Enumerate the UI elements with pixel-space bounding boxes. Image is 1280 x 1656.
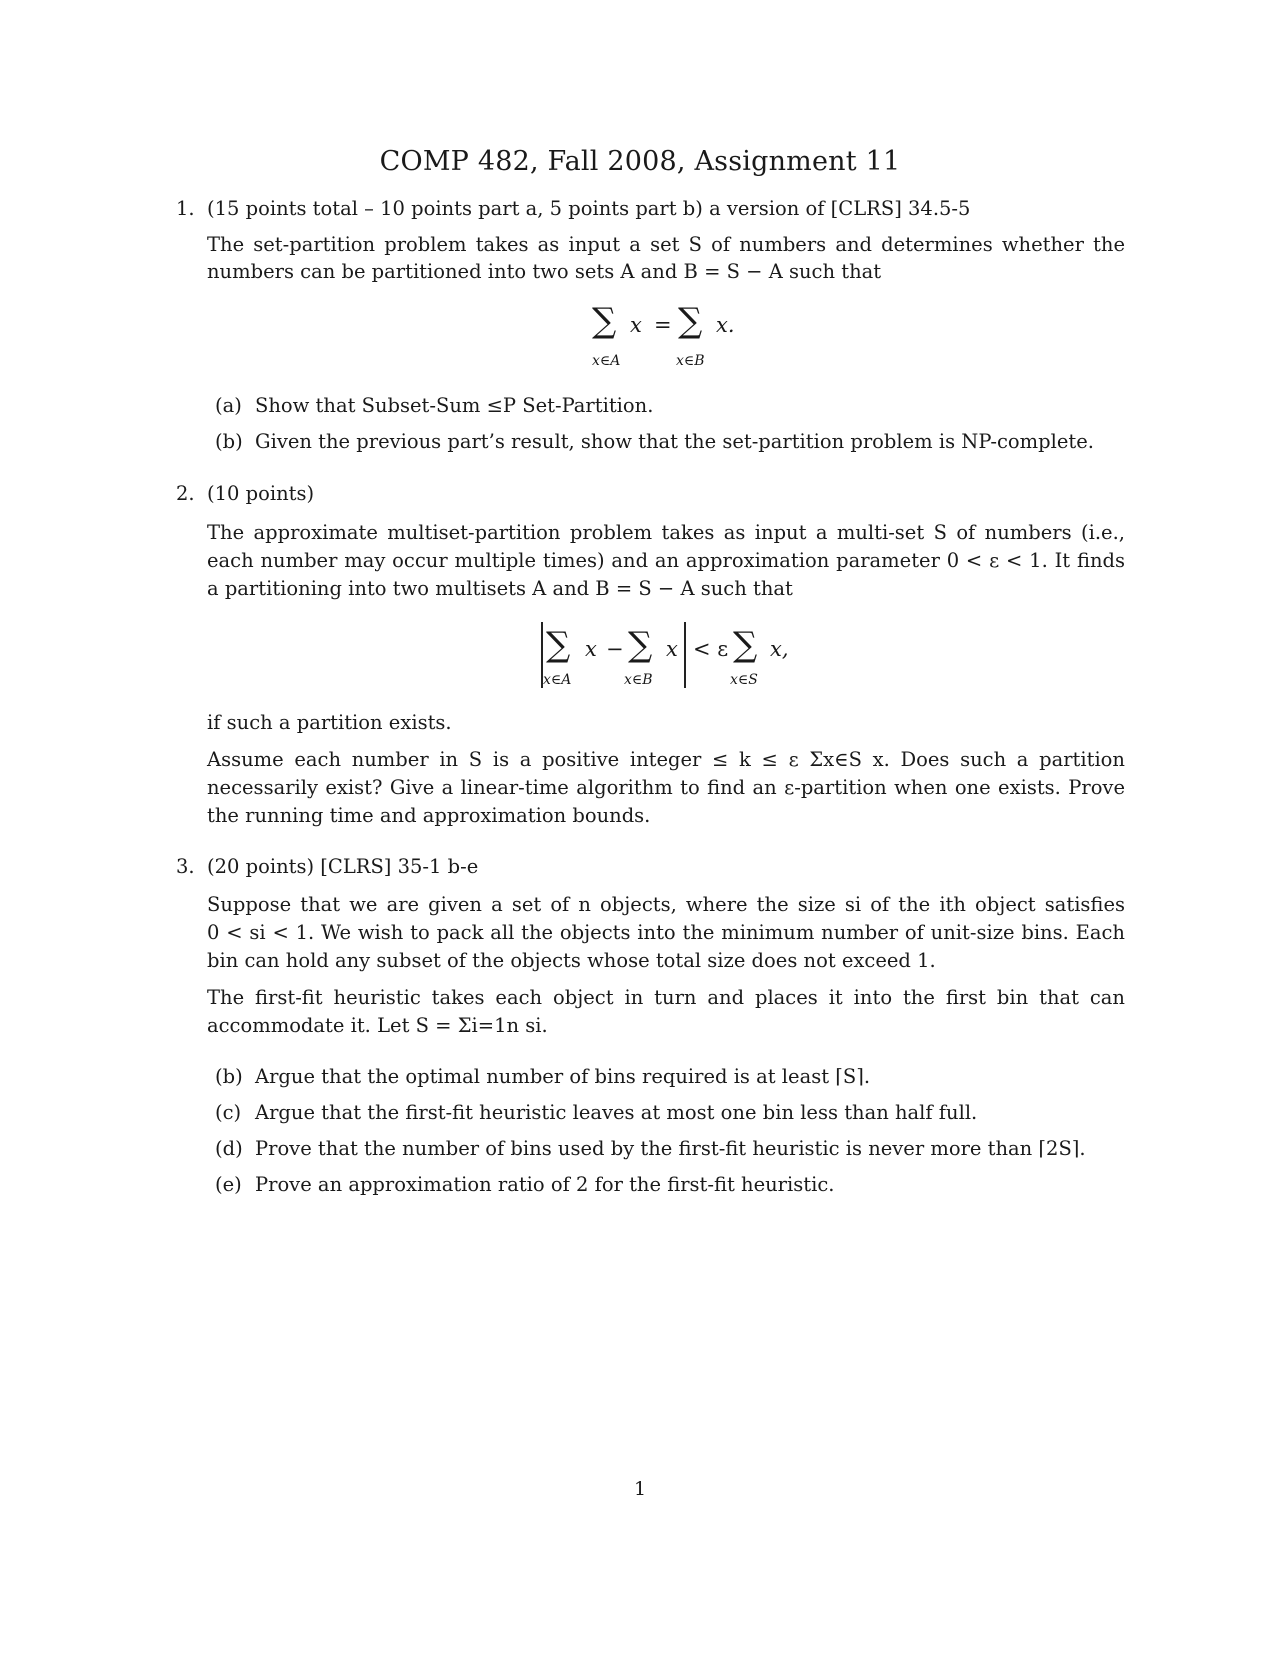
problem-3-part-c-text: Argue that the first-fit heuristic leaves at most one bin less than half full. (255, 1101, 978, 1124)
problem-2-number: 2. (176, 482, 195, 505)
eq2-lt-eps: < ε (693, 637, 729, 661)
problem-1-number: 1. (176, 197, 195, 220)
problem-3-part-c-label: (c) (215, 1101, 242, 1124)
eq2-x-c: x, (770, 637, 789, 661)
eq2-sub-b: x∈B (624, 672, 653, 688)
abs-bar-right (684, 622, 686, 688)
problem-1-header: (15 points total – 10 points part a, 5 points part b) a version of [CLRS] 34.5-5 (207, 197, 971, 220)
problem-2-text-line3: a partitioning into two multisets A and B = S − A such that (207, 577, 793, 600)
problem-2-assume-line2: necessarily exist? Give a linear-time algorithm to find an ε-partition when one exists. Prove (207, 776, 1125, 799)
problem-1-part-a-text: Show that Subset-Sum ≤P Set-Partition. (255, 394, 654, 417)
problem-3-part-d-text: Prove that the number of bins used by the first-fit heuristic is never more than ⌈2S⌉. (255, 1137, 1086, 1160)
problem-2-assume-line1: Assume each number in S is a positive integer ≤ k ≤ ε Σx∈S x. Does such a partition (207, 748, 1125, 771)
eq1-rhs-var: x. (716, 313, 735, 337)
eq2-x-b: x (666, 637, 678, 661)
problem-3-firstfit-line1: The first-fit heuristic takes each object in turn and places it into the first bin that can (207, 986, 1125, 1009)
page-title: COMP 482, Fall 2008, Assignment 11 (379, 146, 901, 177)
eq2-sub-a: x∈A (543, 672, 572, 688)
problem-3-number: 3. (176, 855, 195, 878)
problem-3-text-line1: Suppose that we are given a set of n objects, where the size si of the ith object satisfies (207, 893, 1125, 916)
problem-3-header: (20 points) [CLRS] 35-1 b-e (207, 855, 479, 878)
document-page: COMP 482, Fall 2008, Assignment 11 1. (15 points total – 10 points part a, 5 points part b) a version of [CLRS] 34.5-5 The set-partition problem takes as input a set S of numbers and determines whether the numbers can be partitioned into two sets A and B = S − A such that ∑ x = ∑ x. x∈A x∈B (a) Show that Subset-Sum ≤P Set-Partition. (b) Given the previous part’s result, show that the set-partition problem is NP-complete. 2. (10 points) The approximate multiset-partition problem takes as input a multi-set S of numbers (i.e., each number may occur multiple times) and an approximation parameter 0 < ε < 1. It finds a partitioning into two multisets A and B = S − A such that ∑ x − ∑ x < ε ∑ x, x∈A x∈B x∈S if such a partition exists. Assume each number in S is a positive integer ≤ k ≤ ε Σx∈S x. Does such a partition necessarily exist? Give a linear-time algorithm to find an ε-partition when one exists. Prove the running time and approximation bounds. 3. (20 points) [CLRS] 35-1 b-e Suppose that we are given a set of n objects, where the size si of the ith object satisfies 0 < si < 1. We wish to pack all the objects into the minimum number of unit-size bins. Each bin can hold any subset of the objects whose total size does not exceed 1. The first-fit heuristic takes each object in turn and places it into the first bin that can accommodate it. Let S = Σi=1n si. (b) Argue that the optimal number of bins required is at least ⌈S⌉. (c) Argue that the first-fit heuristic leaves at most one bin less than half full. (d) Prove that the number of bins used by the first-fit heuristic is never more than ⌈2S⌉. (e) Prove an approximation ratio of 2 for the first-fit heuristic. 1 (0, 0, 1280, 1656)
problem-3-text-line2: 0 < si < 1. We wish to pack all the objects into the minimum number of unit-size bins. Each (207, 921, 1125, 944)
problem-1-part-b-text: Given the previous part’s result, show that the set-partition problem is NP-complete. (255, 430, 1094, 453)
problem-1-text-line2: numbers can be partitioned into two sets A and B = S − A such that (207, 260, 882, 283)
problem-3-part-e-text: Prove an approximation ratio of 2 for the first-fit heuristic. (255, 1173, 835, 1196)
problem-2-text-line1: The approximate multiset-partition problem takes as input a multi-set S of numbers (i.e., (207, 521, 1125, 544)
problem-3-part-d-label: (d) (215, 1137, 243, 1160)
problem-1-part-a-label: (a) (215, 394, 242, 417)
eq2-sub-s: x∈S (730, 672, 758, 688)
eq2-x-a: x (585, 637, 597, 661)
eq1-sub-a: x∈A (592, 353, 621, 369)
problem-3-part-b-text: Argue that the optimal number of bins required is at least ⌈S⌉. (255, 1065, 871, 1088)
page-number: 1 (633, 1478, 647, 1500)
problem-1-part-b-label: (b) (215, 430, 243, 453)
problem-3-part-b-label: (b) (215, 1065, 243, 1088)
problem-2-header: (10 points) (207, 482, 315, 505)
problem-3-part-e-label: (e) (215, 1173, 242, 1196)
problem-2-text-line2: each number may occur multiple times) and an approximation parameter 0 < ε < 1. It finds (207, 549, 1125, 572)
problem-3-text-line3: bin can hold any subset of the objects whose total size does not exceed 1. (207, 949, 936, 972)
problem-2-after-eq: if such a partition exists. (207, 711, 452, 734)
eq1-equals: = (654, 313, 672, 337)
problem-1-text-line1: The set-partition problem takes as input a set S of numbers and determines whether the (207, 233, 1125, 256)
problem-3-firstfit-line2: accommodate it. Let S = Σi=1n si. (207, 1014, 548, 1037)
problem-2-assume-line3: the running time and approximation bounds. (207, 804, 651, 827)
eq1-lhs-var: x (630, 313, 642, 337)
eq2-minus: − (606, 637, 624, 661)
eq1-sub-b: x∈B (676, 353, 705, 369)
